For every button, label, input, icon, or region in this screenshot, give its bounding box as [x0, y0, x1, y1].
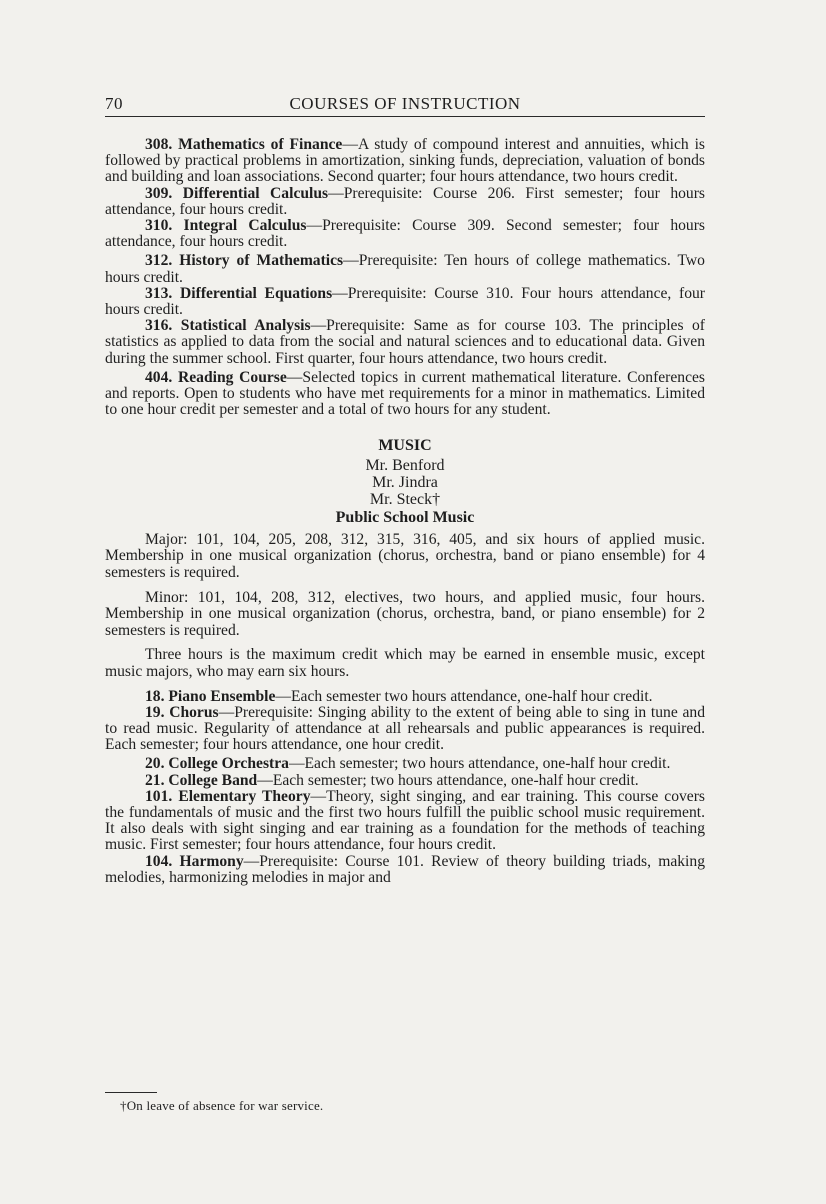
course-title: Chorus	[169, 703, 219, 721]
course-title: Statistical Analysis	[180, 317, 311, 335]
course-number: 101.	[145, 787, 173, 805]
course-title: Differential Equations	[180, 284, 333, 302]
page-number: 70	[105, 94, 123, 113]
course-description: —Prerequisite: Same as for course 103. The principles of statistics as applied to data from the social and natural sciences and to educational data. Given during the summer school. First quarter, four hours attendance, two hours credit.	[105, 317, 706, 367]
course-number: 316.	[145, 317, 173, 335]
faculty-name: Mr. Steck†	[369, 490, 441, 508]
course-number: 310.	[145, 217, 173, 235]
running-title: COURSES OF INSTRUCTION	[289, 94, 521, 113]
course-description: —Each semester; two hours attendance, one-half hour credit.	[257, 771, 639, 789]
course-description: —Selected topics in current mathematical literature. Conferences and reports. Open to students who have met requirements for a minor in mathematics. Limited to one hour credit per semester and a total of two hours for any student.	[105, 368, 705, 419]
course-entry	[105, 370, 705, 419]
page-content	[105, 137, 705, 886]
course-entry	[105, 854, 705, 886]
course-entry	[105, 286, 705, 318]
course-description: —Prerequisite: Course 101. Review of theory building triads, making melodies, harmonizing melodies in major and	[105, 852, 705, 886]
course-entry	[105, 705, 705, 754]
course-entry	[105, 137, 705, 186]
requirements-paragraph: Major: 101, 104, 205, 208, 312, 315, 316, 405, and six hours of applied music. Membership in one musical organization (chorus, orchestra, band or piano ensemble) for 4 semesters is required.	[105, 530, 705, 582]
course-title: History of Mathematics	[179, 252, 344, 270]
course-entry	[105, 318, 705, 367]
course-number: 19.	[145, 703, 165, 721]
course-title: College Band	[168, 771, 258, 789]
section-heading-music: MUSIC	[378, 437, 432, 455]
footnote: †On leave of absence for war service.	[120, 1098, 324, 1113]
faculty-name: Mr. Jindra	[372, 473, 438, 491]
requirements-paragraph: Minor: 101, 104, 208, 312, electives, two hours, and applied music, four hours. Membership in one musical organization (chorus, orchestra, band, or piano ensemble) for 2 semesters is required.	[105, 588, 705, 639]
footnote-rule	[105, 1092, 157, 1093]
course-title: Harmony	[179, 852, 244, 870]
course-description: —A study of compound interest and annuities, which is followed by practical problems in amortization, sinking funds, depreciation, valuation of bonds and building and loan associations. Second quarter; four hours attendance, two hours credit.	[105, 136, 705, 186]
course-title: Differential Calculus	[182, 184, 329, 202]
course-number: 312.	[145, 252, 173, 270]
course-title: Elementary Theory	[178, 787, 311, 805]
course-description: —Prerequisite: Course 309. Second semester; four hours attendance, four hours credit.	[105, 217, 705, 251]
course-number: 104.	[145, 852, 173, 870]
course-entry	[105, 789, 705, 854]
course-description: —Prerequisite: Course 310. Four hours attendance, four hours credit.	[105, 284, 706, 319]
course-entry	[105, 689, 705, 705]
course-title: Integral Calculus	[183, 217, 307, 235]
faculty-name: Mr. Benford	[365, 456, 445, 474]
course-number: 404.	[145, 368, 173, 386]
course-description: —Prerequisite: Singing ability to the extent of being able to sing in tune and to read music. Regularity of attendance at all rehearsals and public appearances is required. Each semester; four hours attendance, one hour credit.	[105, 703, 705, 754]
course-number: 308.	[145, 136, 173, 153]
course-title: Piano Ensemble	[168, 687, 276, 705]
course-entry	[105, 253, 705, 285]
course-entry	[105, 186, 705, 218]
course-entry	[105, 756, 705, 772]
course-description: —Prerequisite: Course 206. First semester; four hours attendance, four hours credit.	[105, 184, 705, 218]
course-title: Reading Course	[178, 368, 287, 386]
requirements-paragraph: Three hours is the maximum credit which may be earned in ensemble music, except music majors, who may earn six hours.	[105, 646, 705, 681]
course-number: 20.	[145, 755, 165, 773]
course-title: College Orchestra	[168, 755, 289, 773]
course-description: —Each semester; two hours attendance, one-half hour credit.	[288, 755, 671, 773]
course-entry	[105, 773, 705, 789]
course-number: 309.	[145, 184, 173, 202]
course-number: 18.	[145, 687, 165, 705]
course-number: 313.	[145, 284, 173, 302]
page-header	[105, 94, 705, 117]
course-entry	[105, 218, 705, 250]
course-number: 21.	[145, 771, 165, 789]
course-description: —Prerequisite: Ten hours of college mathematics. Two hours credit.	[105, 252, 705, 286]
subsection-heading: Public School Music	[335, 508, 475, 526]
course-title: Mathematics of Finance	[178, 136, 343, 153]
course-description: —Theory, sight singing, and ear training. This course covers the fundamentals of music and the first two hours fulfill the puiblic school music requirement. It also deals with sight singing and ear training as a foundation for the methods of teaching music. First semester; four hours attendance, four hours credit.	[105, 787, 705, 854]
course-description: —Each semester two hours attendance, one-half hour credit.	[275, 687, 653, 705]
